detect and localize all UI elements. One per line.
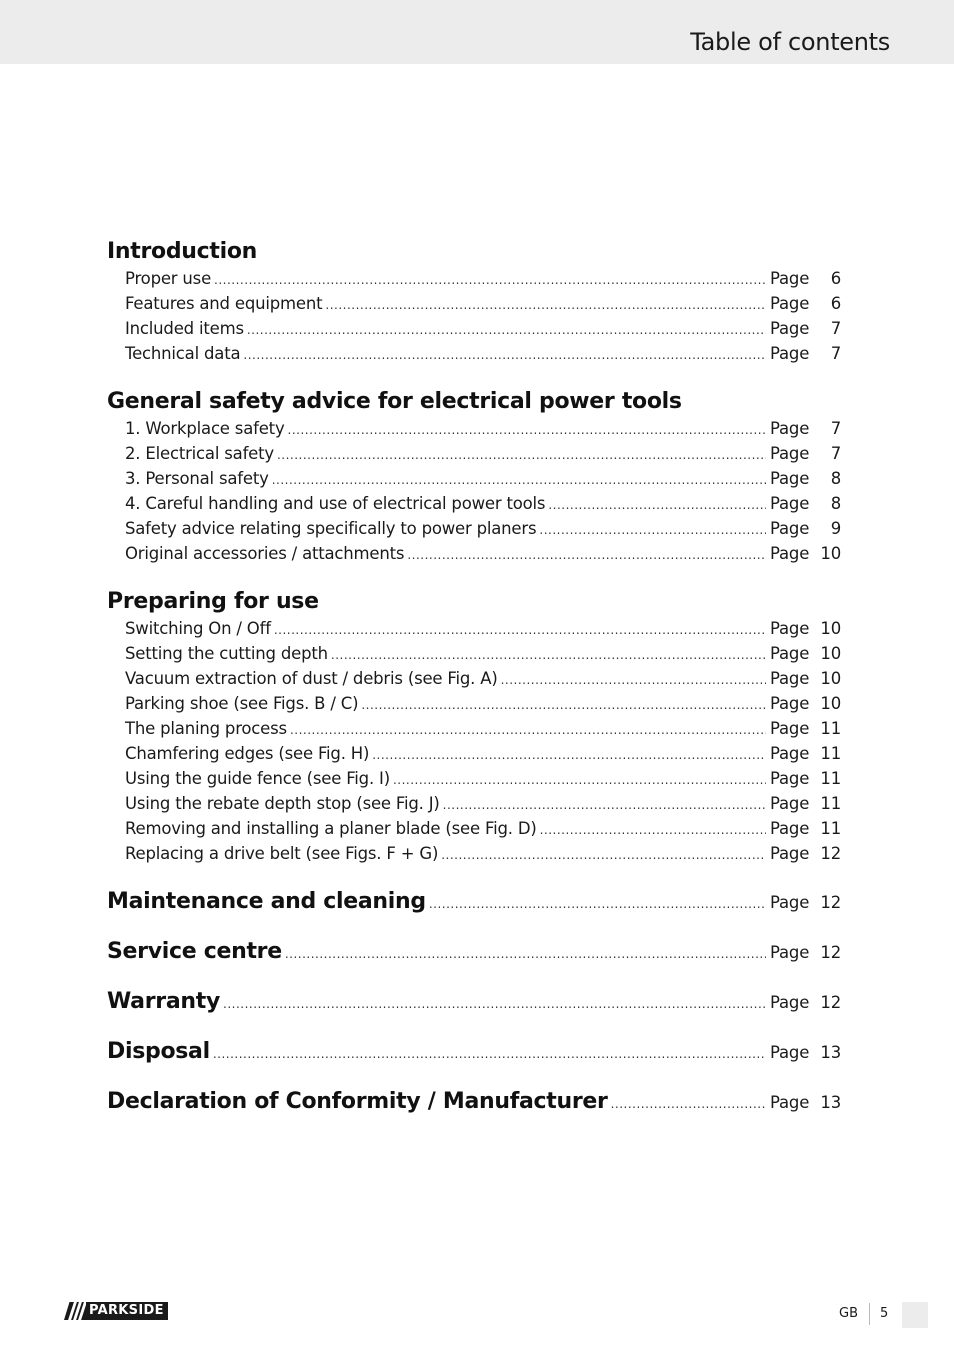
dot-leader [611,1097,766,1111]
toc-section-label: Disposal [107,1039,210,1064]
toc-entry[interactable] [125,444,841,466]
dot-leader [443,798,766,812]
dot-leader [548,498,766,512]
dot-leader [223,997,766,1011]
dot-leader [441,848,766,862]
dot-leader [277,448,766,462]
page-word: Page [770,993,810,1012]
page-number: 10 [820,644,841,663]
page-number: 12 [820,993,841,1012]
footer-divider [869,1303,870,1325]
dot-leader [288,423,766,437]
toc-entry-label: The planing process [125,719,287,738]
toc-entry-label: Replacing a drive belt (see Figs. F + G) [125,844,439,863]
page-number: 13 [820,1043,841,1062]
section-heading-introduction: Introduction [107,239,258,264]
toc-entry[interactable] [125,494,841,516]
toc-entry-label: 3. Personal safety [125,469,269,488]
toc-entry-label: Parking shoe (see Figs. B / C) [125,694,359,713]
page-word: Page [770,519,810,538]
page-number: 7 [830,344,841,363]
toc-entry[interactable] [125,644,841,666]
page-word: Page [770,719,810,738]
page-number: 8 [830,494,841,513]
toc-entry-label: Setting the cutting depth [125,644,328,663]
page-number: 6 [830,294,841,313]
page-word: Page [770,294,810,313]
toc-entry[interactable] [125,619,841,641]
page-word: Page [770,319,810,338]
page-number: 13 [820,1093,841,1112]
toc-entry-label: Using the guide fence (see Fig. I) [125,769,390,788]
toc-entry[interactable] [125,794,841,816]
page-word: Page [770,1043,810,1062]
page-word: Page [770,344,810,363]
page-number: 10 [820,544,841,563]
page-word: Page [770,769,810,788]
toc-entry-label: 4. Careful handling and use of electrical power tools [125,494,546,513]
toc-entry[interactable] [125,844,841,866]
toc-entry-label: Features and equipment [125,294,323,313]
toc-entry[interactable] [125,669,841,691]
logo-text: PARKSIDE [86,1302,168,1320]
toc-section-entry[interactable] [107,1089,841,1117]
page-number: 12 [820,943,841,962]
page-word: Page [770,469,810,488]
dot-leader [243,348,766,362]
dot-leader [539,523,766,537]
page-word: Page [770,419,810,438]
section-heading-preparing-for-use: Preparing for use [107,589,319,614]
page-word: Page [770,744,810,763]
page-word: Page [770,893,810,912]
toc-entry-label: Technical data [125,344,241,363]
page-title: Table of contents [690,28,890,56]
page-word: Page [770,644,810,663]
toc-entry-label: Vacuum extraction of dust / debris (see Fig. A) [125,669,498,688]
toc-entry[interactable] [125,469,841,491]
page-number: 11 [820,819,841,838]
page-number-footer: 5 [880,1306,889,1321]
page-word: Page [770,619,810,638]
page-word: Page [770,794,810,813]
toc-entry-label: Safety advice relating specifically to power planers [125,519,537,538]
toc-section-label: Warranty [107,989,220,1014]
page-number: 12 [820,893,841,912]
toc-entry-label: Removing and installing a planer blade (see Fig. D) [125,819,537,838]
page-number: 11 [820,719,841,738]
page-number: 7 [830,444,841,463]
page-number: 6 [830,269,841,288]
toc-section-entry[interactable] [107,1039,841,1067]
page-number: 11 [820,744,841,763]
page-number: 9 [830,519,841,538]
toc-section-label: Declaration of Conformity / Manufacturer [107,1089,608,1114]
dot-leader [501,673,766,687]
page-word: Page [770,844,810,863]
toc-entry[interactable] [125,719,841,741]
page-word: Page [770,269,810,288]
dot-leader [331,648,766,662]
page-number: 10 [820,694,841,713]
toc-entry-label: Included items [125,319,244,338]
dot-leader [290,723,766,737]
toc-entry[interactable] [125,769,841,791]
dot-leader [325,298,766,312]
page-number: 12 [820,844,841,863]
footer-tab-marker [902,1302,928,1328]
dot-leader [429,897,766,911]
toc-entry[interactable] [125,544,841,566]
toc-entry[interactable] [125,419,841,441]
toc-entry-label: 2. Electrical safety [125,444,274,463]
page-word: Page [770,694,810,713]
toc-entry[interactable] [125,744,841,766]
parkside-logo [64,1302,176,1320]
page-number: 11 [820,769,841,788]
dot-leader [213,1047,766,1061]
dot-leader [540,823,766,837]
toc-section-entry[interactable] [107,889,841,917]
logo-slashes-icon [64,1302,86,1320]
toc-entry-label: Switching On / Off [125,619,271,638]
toc-entry[interactable] [125,294,841,316]
toc-entry[interactable] [125,519,841,541]
dot-leader [272,473,766,487]
toc-entry-label: Proper use [125,269,212,288]
dot-leader [214,273,766,287]
page-number: 11 [820,794,841,813]
language-code: GB [839,1306,858,1321]
page-word: Page [770,444,810,463]
page-word: Page [770,1093,810,1112]
dot-leader [247,323,766,337]
dot-leader [407,548,766,562]
toc-entry[interactable] [125,694,841,716]
dot-leader [361,698,766,712]
section-heading-safety-advice: General safety advice for electrical power tools [107,389,682,414]
toc-section-entry[interactable] [107,989,841,1017]
page-number: 7 [830,419,841,438]
toc-section-entry[interactable] [107,939,841,967]
page-word: Page [770,943,810,962]
page-number: 8 [830,469,841,488]
toc-section-label: Service centre [107,939,282,964]
page-word: Page [770,819,810,838]
page-word: Page [770,669,810,688]
dot-leader [274,623,766,637]
toc-entry[interactable] [125,269,841,291]
dot-leader [285,947,766,961]
toc-section-label: Maintenance and cleaning [107,889,426,914]
page-number: 10 [820,669,841,688]
toc-entry-label: 1. Workplace safety [125,419,285,438]
toc-entry[interactable] [125,319,841,341]
page-word: Page [770,544,810,563]
toc-entry-label: Chamfering edges (see Fig. H) [125,744,370,763]
toc-entry[interactable] [125,819,841,841]
dot-leader [372,748,766,762]
toc-entry-label: Original accessories / attachments [125,544,405,563]
toc-entry-label: Using the rebate depth stop (see Fig. J) [125,794,440,813]
page-number: 10 [820,619,841,638]
page-word: Page [770,494,810,513]
dot-leader [393,773,766,787]
toc-entry[interactable] [125,344,841,366]
page-number: 7 [830,319,841,338]
